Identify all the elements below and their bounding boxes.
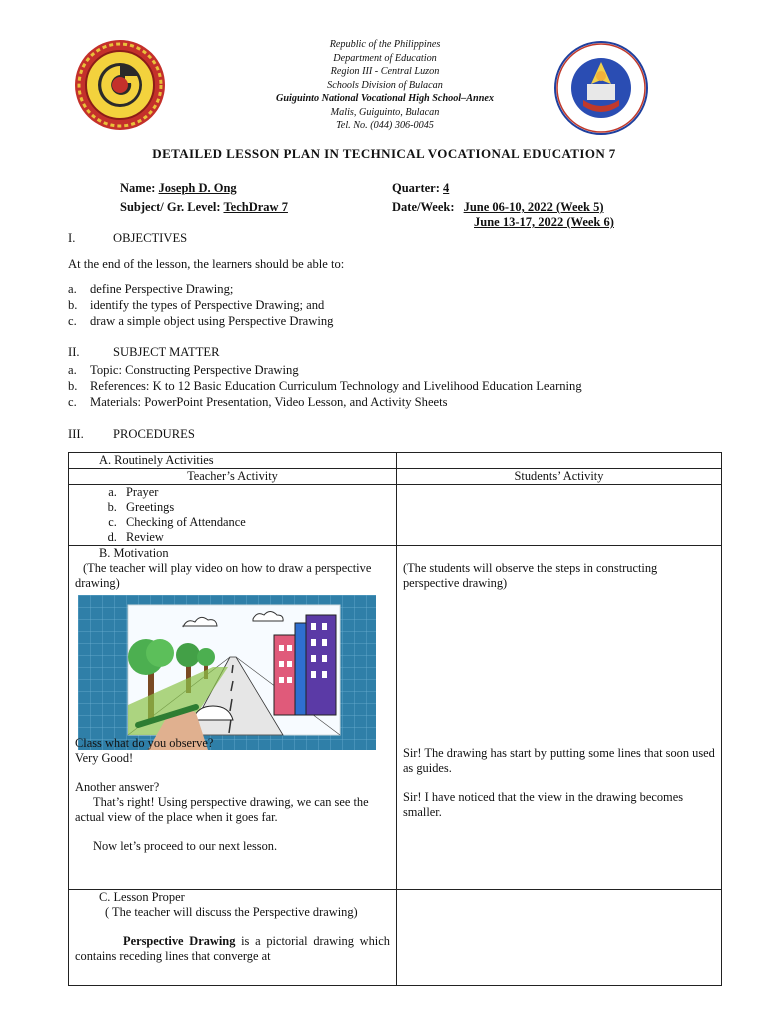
subject-matter-item: a. Topic: Constructing Perspective Drawing <box>68 363 299 377</box>
routinely-activities-heading: A. Routinely Activities <box>69 453 397 469</box>
objectives-heading-row <box>68 231 188 246</box>
school-name: Guiguinto National Vocational High School–Annex <box>276 93 494 104</box>
objective-item: b. identify the types of Perspective Drawing; and <box>68 298 325 312</box>
references-text: References: K to 12 Basic Education Curriculum Technology and Livelihood Education Learning <box>90 379 582 393</box>
school-logo <box>73 38 167 132</box>
document-header <box>200 38 570 133</box>
procedures-table <box>68 452 722 986</box>
definition-paragraph <box>75 934 390 964</box>
section-number: I. <box>68 231 76 245</box>
table-row <box>69 546 722 890</box>
student-activity-header: Students’ Activity <box>396 469 721 485</box>
table-row <box>69 453 722 469</box>
routine-cell <box>69 485 397 546</box>
date-value-week6-row <box>474 215 614 230</box>
objective-item: c. draw a simple object using Perspective Drawing <box>68 314 334 328</box>
definition-text: is a pictorial drawing which contains receding lines that converge at <box>75 934 390 963</box>
page-title: DETAILED LESSON PLAN IN TECHNICAL VOCATIONAL EDUCATION 7 <box>152 146 616 161</box>
procedures-heading: PROCEDURES <box>113 427 195 441</box>
empty-cell <box>396 453 721 469</box>
student-answer-1: Sir! The drawing has start by putting some lines that soon used as guides. <box>402 746 715 775</box>
definition-term: Perspective Drawing <box>123 934 236 948</box>
quarter-label: Quarter: <box>392 181 440 195</box>
question-3: Another answer? <box>75 780 160 794</box>
section-number: II. <box>68 345 80 359</box>
date-row <box>392 200 604 215</box>
school-tel: Tel. No. (044) 306-0045 <box>336 120 434 131</box>
quarter-row <box>392 181 449 196</box>
teacher-response: That’s right! Using perspective drawing, we can see the actual view of the place when it goes far. <box>75 795 369 824</box>
lesson-intro: ( The teacher will discuss the Perspective drawing) <box>105 905 358 919</box>
empty-cell <box>396 890 721 986</box>
empty-cell <box>396 485 721 546</box>
name-value: Joseph D. Ong <box>158 181 237 195</box>
quarter-value: 4 <box>443 181 450 195</box>
table-row <box>69 890 722 986</box>
date-value-week5: June 06-10, 2022 (Week 5) <box>463 200 604 214</box>
list-item: d. Review <box>120 530 390 545</box>
perspective-drawing-image <box>78 595 376 750</box>
subject-matter-item: c. Materials: PowerPoint Presentation, Video Lesson, and Activity Sheets <box>68 395 448 409</box>
topic-text: Topic: Constructing Perspective Drawing <box>90 363 299 377</box>
header-line: Schools Division of Bulacan <box>327 79 443 91</box>
objective-text: define Perspective Drawing; <box>90 282 234 296</box>
lesson-proper-heading: C. Lesson Proper <box>99 890 185 904</box>
objective-item: a. define Perspective Drawing; <box>68 282 234 296</box>
header-line: Department of Education <box>333 52 437 64</box>
objectives-heading: OBJECTIVES <box>113 231 188 245</box>
objective-text: draw a simple object using Perspective Drawing <box>90 314 334 328</box>
routine-list <box>75 485 390 545</box>
motivation-teacher-cell <box>69 546 397 890</box>
list-item: a. Prayer <box>120 485 390 500</box>
motivation-heading: B. Motivation <box>99 546 169 560</box>
date-value-week6: June 13-17, 2022 (Week 6) <box>474 215 614 229</box>
date-label: Date/Week: <box>392 200 455 214</box>
table-row <box>69 485 722 546</box>
subject-row <box>120 200 288 215</box>
header-line: Republic of the Philippines <box>329 39 441 50</box>
section-number: III. <box>68 427 84 441</box>
lesson-proper-cell <box>69 890 397 986</box>
motivation-student-text: (The students will observe the steps in constructing perspective drawing) <box>402 561 658 590</box>
question-2: Very Good! <box>75 751 134 765</box>
subject-matter-heading-row <box>68 345 220 360</box>
subject-label: Subject/ Gr. Level: <box>120 200 221 214</box>
table-row <box>69 469 722 485</box>
name-row <box>120 181 237 196</box>
perspective-drawing-video <box>78 595 376 750</box>
motivation-teacher-text: (The teacher will play video on how to draw a perspective drawing) <box>75 561 372 590</box>
name-label: Name: <box>120 181 156 195</box>
school-address: Malis, Guiguinto, Bulacan <box>330 106 440 118</box>
objective-text: identify the types of Perspective Drawing; and <box>90 298 325 312</box>
header-line: Region III - Central Luzon <box>330 66 440 77</box>
objectives-intro: At the end of the lesson, the learners should be able to: <box>68 257 345 271</box>
subject-value: TechDraw 7 <box>223 200 288 214</box>
materials-text: Materials: PowerPoint Presentation, Video Lesson, and Activity Sheets <box>90 395 448 409</box>
student-answer-2: Sir! I have noticed that the view in the drawing becomes smaller. <box>402 790 684 819</box>
subject-matter-heading: SUBJECT MATTER <box>113 345 220 359</box>
procedures-heading-row <box>68 427 195 442</box>
teacher-activity-header: Teacher’s Activity <box>69 469 397 485</box>
subject-matter-item: b. References: K to 12 Basic Education Curriculum Technology and Livelihood Education Learning <box>68 379 582 393</box>
list-item: b. Greetings <box>120 500 390 515</box>
motivation-student-cell <box>396 546 721 890</box>
question-1: Class what do you observe? <box>75 736 214 750</box>
list-item: c. Checking of Attendance <box>120 515 390 530</box>
transition-text: Now let’s proceed to our next lesson. <box>93 839 278 853</box>
